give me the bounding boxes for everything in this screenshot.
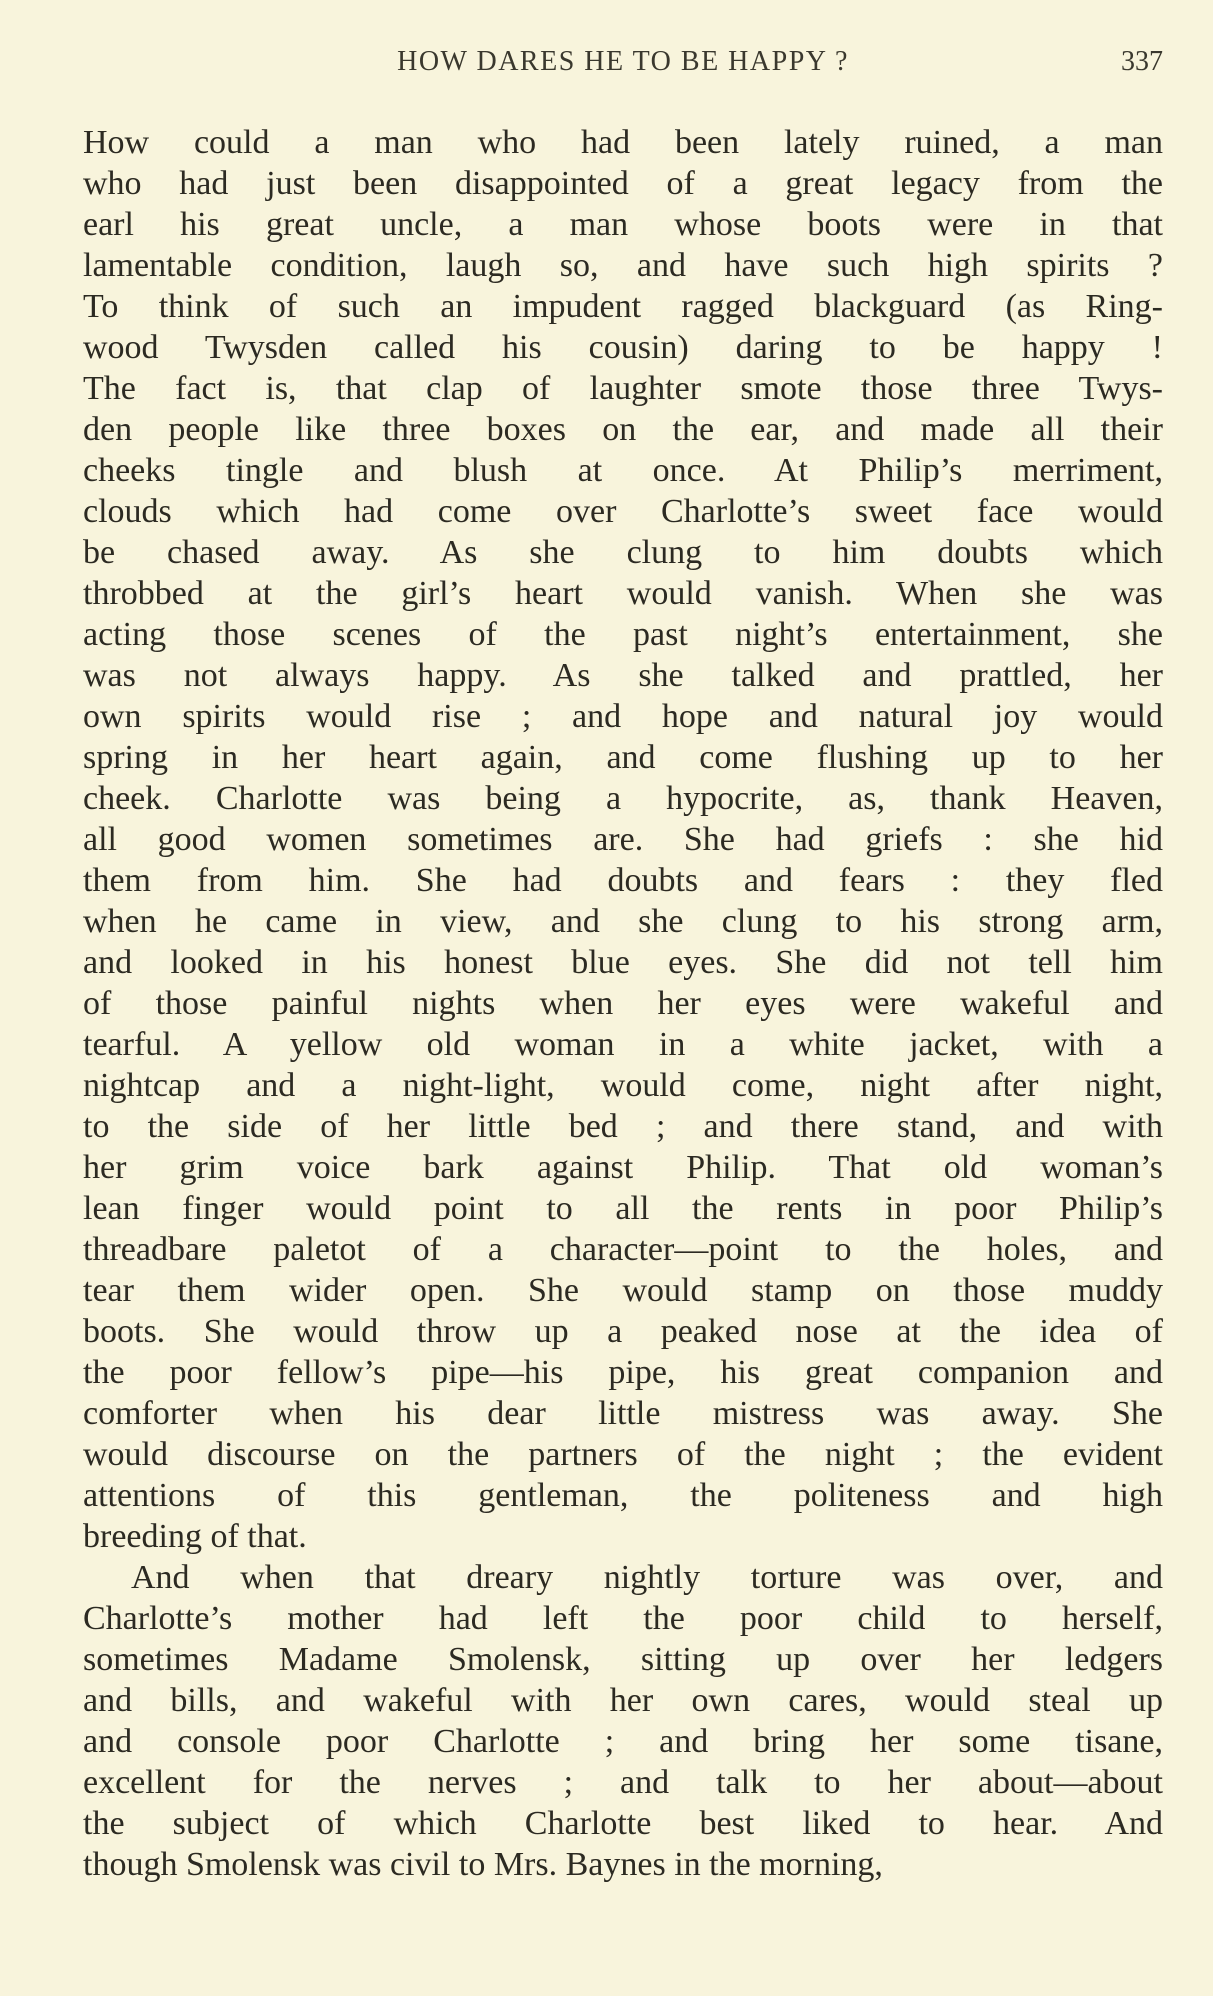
text-line: of those painful nights when her eyes were wakeful and	[83, 985, 1163, 1022]
text-line: to the side of her little bed ; and there stand, and with	[83, 1108, 1163, 1145]
text-line: cheek. Charlotte was being a hypocrite, as, thank Heaven,	[83, 780, 1163, 817]
text-line: and console poor Charlotte ; and bring her some tisane,	[83, 1723, 1163, 1760]
text-line: earl his great uncle, a man whose boots were in that	[83, 206, 1163, 243]
page-number: 337	[1121, 46, 1163, 77]
text-line: And when that dreary nightly torture was over, and	[131, 1559, 1163, 1596]
text-line: nightcap and a night-light, would come, night after night,	[83, 1067, 1163, 1104]
text-line: spring in her heart again, and come flushing up to her	[83, 739, 1163, 776]
text-line: own spirits would rise ; and hope and natural joy would	[83, 698, 1163, 735]
paragraph	[83, 122, 1163, 1557]
running-head: HOW DARES HE TO BE HAPPY ?	[397, 46, 849, 77]
text-line: be chased away. As she clung to him doubts which	[83, 534, 1163, 571]
text-line: though Smolensk was civil to Mrs. Baynes in the morning,	[83, 1846, 883, 1883]
text-line: who had just been disappointed of a great legacy from the	[83, 165, 1163, 202]
paragraph	[83, 1557, 1163, 1885]
text-line: the subject of which Charlotte best liked to hear. And	[83, 1805, 1163, 1842]
text-line: cheeks tingle and blush at once. At Philip’s merriment,	[83, 452, 1163, 489]
page-header	[83, 38, 1163, 94]
text-line: attentions of this gentleman, the politeness and high	[83, 1477, 1163, 1514]
text-line: would discourse on the partners of the night ; the evident	[83, 1436, 1163, 1473]
text-line: comforter when his dear little mistress was away. She	[83, 1395, 1163, 1432]
text-line: den people like three boxes on the ear, and made all their	[83, 411, 1163, 448]
text-line: Charlotte’s mother had left the poor child to herself,	[83, 1600, 1163, 1637]
text-line: tearful. A yellow old woman in a white jacket, with a	[83, 1026, 1163, 1063]
text-line: all good women sometimes are. She had griefs : she hid	[83, 821, 1163, 858]
text-line: acting those scenes of the past night’s entertainment, she	[83, 616, 1163, 653]
text-line: clouds which had come over Charlotte’s sweet face would	[83, 493, 1163, 530]
text-line: threadbare paletot of a character—point to the holes, and	[83, 1231, 1163, 1268]
book-page	[83, 38, 1163, 1968]
text-line: was not always happy. As she talked and prattled, her	[83, 657, 1163, 694]
text-line: throbbed at the girl’s heart would vanish. When she was	[83, 575, 1163, 612]
text-line: the poor fellow’s pipe—his pipe, his great companion and	[83, 1354, 1163, 1391]
text-line: them from him. She had doubts and fears : they fled	[83, 862, 1163, 899]
text-line: wood Twysden called his cousin) daring to be happy !	[83, 329, 1163, 366]
text-line: lamentable condition, laugh so, and have such high spirits ?	[83, 247, 1163, 284]
text-line: her grim voice bark against Philip. That old woman’s	[83, 1149, 1163, 1186]
text-line: lean finger would point to all the rents in poor Philip’s	[83, 1190, 1163, 1227]
text-line: excellent for the nerves ; and talk to her about—about	[83, 1764, 1163, 1801]
text-line: sometimes Madame Smolensk, sitting up over her ledgers	[83, 1641, 1163, 1678]
text-line: and looked in his honest blue eyes. She did not tell him	[83, 944, 1163, 981]
text-line: breeding of that.	[83, 1518, 307, 1555]
text-line: How could a man who had been lately ruined, a man	[83, 124, 1163, 161]
text-line: and bills, and wakeful with her own cares, would steal up	[83, 1682, 1163, 1719]
body-text	[83, 122, 1163, 1885]
text-line: when he came in view, and she clung to his strong arm,	[83, 903, 1163, 940]
text-line: tear them wider open. She would stamp on those muddy	[83, 1272, 1163, 1309]
text-line: boots. She would throw up a peaked nose at the idea of	[83, 1313, 1163, 1350]
text-line: To think of such an impudent ragged blackguard (as Ring-	[83, 288, 1163, 325]
text-line: The fact is, that clap of laughter smote those three Twys-	[83, 370, 1163, 407]
